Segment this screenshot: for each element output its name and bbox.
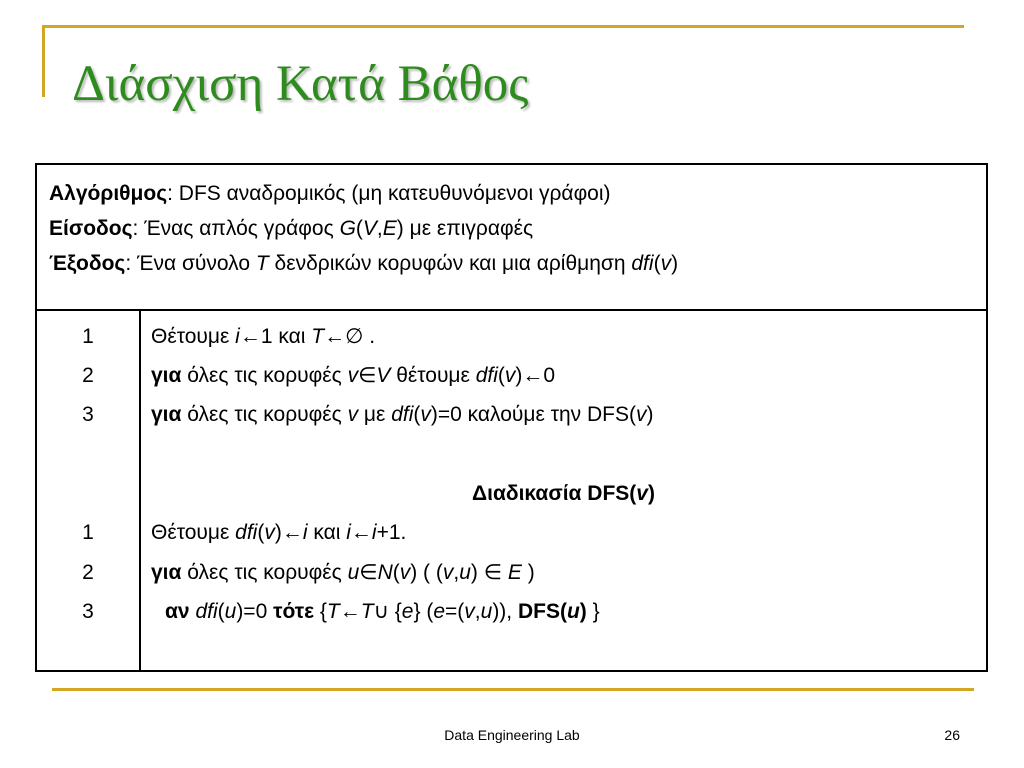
left-accent-line — [42, 25, 45, 97]
page-number: 26 — [944, 727, 960, 743]
top-accent-line — [42, 25, 964, 28]
code-line: για όλες τις κορυφές v με dfi(v)=0 καλούμε την DFS(v) — [151, 403, 654, 426]
code-column — [141, 311, 986, 670]
code-line: Θέτουμε i←1 και T←∅ . — [151, 325, 376, 348]
algorithm-box — [35, 163, 988, 672]
code-line: αν dfi(u)=0 τότε {T←T∪ {e} (e=(v,u)), DFS(u) } — [165, 600, 600, 623]
slide-title: Διάσχιση Κατά Βάθος — [72, 56, 529, 112]
step-number: 2 — [82, 561, 94, 584]
bottom-accent-line — [52, 688, 974, 691]
step-number: 3 — [82, 600, 94, 623]
code-line: για όλες τις κορυφές u∈N(v) ( (v,u) ∈ E ) — [151, 561, 535, 584]
code-line: Θέτουμε dfi(v)←i και i←i+1. — [151, 521, 407, 544]
step-number: 3 — [82, 403, 94, 426]
step-number: 1 — [82, 521, 94, 544]
footer-text: Data Engineering Lab — [444, 727, 580, 743]
code-line: για όλες τις κορυφές v∈V θέτουμε dfi(v)←0 — [151, 364, 556, 387]
algorithm-header — [37, 165, 986, 311]
algorithm-line: Αλγόριθμος: DFS αναδρομικός (μη κατευθυνόμενοι γράφοι) — [49, 182, 611, 205]
line-number-column — [37, 311, 141, 670]
output-line: Έξοδος: Ένα σύνολο T δενδρικών κορυφών και μια αρίθμηση dfi(v) — [49, 252, 679, 275]
procedure-title: Διαδικασία DFS(v) — [472, 482, 655, 505]
input-line: Είσοδος: Ένας απλός γράφος G(V,E) με επιγραφές — [49, 217, 534, 240]
step-number: 1 — [82, 325, 94, 348]
step-number: 2 — [82, 364, 94, 387]
